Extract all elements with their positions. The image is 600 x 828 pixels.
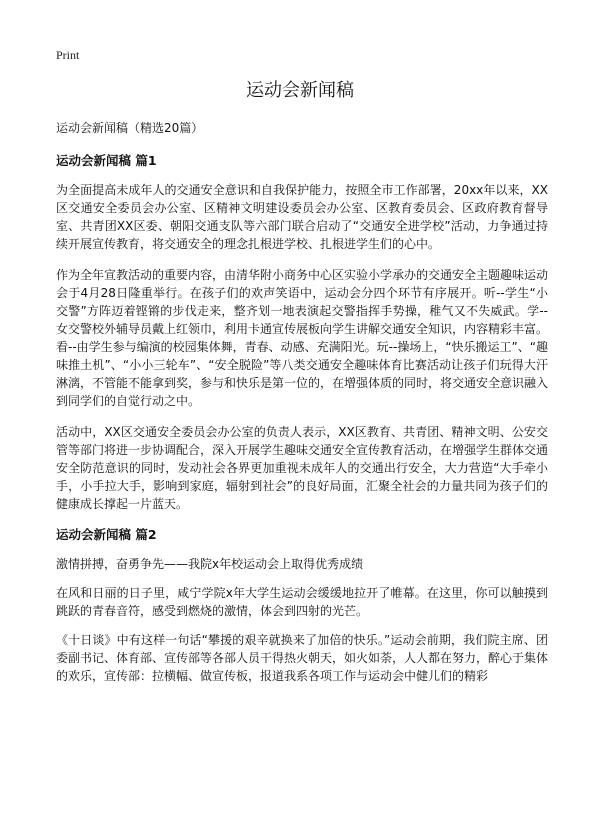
paragraph: 为全面提高未成年人的交通安全意识和自我保护能力，按照全市工作部署，20xx年以来，XX区交通安全委员会办公室、区精神文明建设委员会办公室、区教育委员会、区政府教育督导室、共青团XX区委、朝阳交通支队等六部门联合启动了“交通安全进学校”活动，力争通过持续开展宣传教育，将交通安全的理念扎根进学校、扎根进学生们的心中。 bbox=[56, 183, 548, 251]
section-1 bbox=[56, 152, 548, 513]
paragraph: 《十日谈》中有这样一句话“攀援的艰辛就换来了加倍的快乐。”运动会前期，我们院主席、团委副书记、体育部、宣传部等各部人员干得热火朝天，如火如荼，人人都在努力，醉心于集体的欢乐，宣传部：拉横幅、做宣传板，报道我系各项工作与运动会中健儿们的精彩 bbox=[56, 633, 549, 683]
page-title: 运动会新闻稿 bbox=[246, 80, 354, 101]
print-link[interactable]: Print bbox=[56, 48, 80, 62]
paragraph: 作为全年宣教活动的重要内容，由清华附小商务中心区实验小学承办的交通安全主题趣味运动会于4月28日隆重举行。在孩子们的欢声笑语中，运动会分四个环节有序展开。听--学生“小交警”方阵迈着铿锵的步伐走来，整齐划一地表演起交警指挥手势操，稚气又不失威武。学--女交警校外辅导员戴上红领巾，利用卡通宣传展板向学生讲解交通安全知识，内容精彩丰富。看--由学生参与编演的校园集体舞，青春、动感、充满阳光。玩--操场上，“快乐搬运工”、“趣味推土机”、“小小三轮车”、“安全脱险”等八类交通安全趣味体育比赛活动让孩子们玩得大汗淋漓，不管能不能拿到奖，参与和快乐是第一位的，在增强体质的同时，将交通安全意识融入到同学们的自觉行动之中。 bbox=[56, 268, 549, 408]
section-heading: 运动会新闻稿 篇1 bbox=[56, 153, 157, 168]
paragraph: 在风和日丽的日子里，咸宁学院x年大学生运动会缓缓地拉开了帷幕。在这里，你可以触摸到跳跃的青春音符，感受到燃烧的激情，体会到四射的光芒。 bbox=[56, 586, 548, 618]
paragraph: 活动中，XX区交通安全委员会办公室的负责人表示，XX区教育、共青团、精神文明、公安交管等部门将进一步协调配合，深入开展学生趣味交通安全宣传教育活动，在增强学生群体交通安全防范意识的同时，发动社会各界更加重视未成年人的交通出行安全，大力营造“大手牵小手，小手拉大手，影响到家庭，辐射到社会”的良好局面，汇聚全社会的力量共同为孩子们的健康成长撑起一片蓝天。 bbox=[56, 425, 549, 511]
section-heading: 运动会新闻稿 篇2 bbox=[56, 527, 157, 542]
article-subtitle: 运动会新闻稿（精选20篇） bbox=[56, 121, 204, 135]
section-2 bbox=[56, 526, 548, 685]
article-body bbox=[56, 119, 548, 698]
paragraph: 激情拼搏，奋勇争先——我院x年校运动会上取得优秀成绩 bbox=[56, 557, 364, 571]
